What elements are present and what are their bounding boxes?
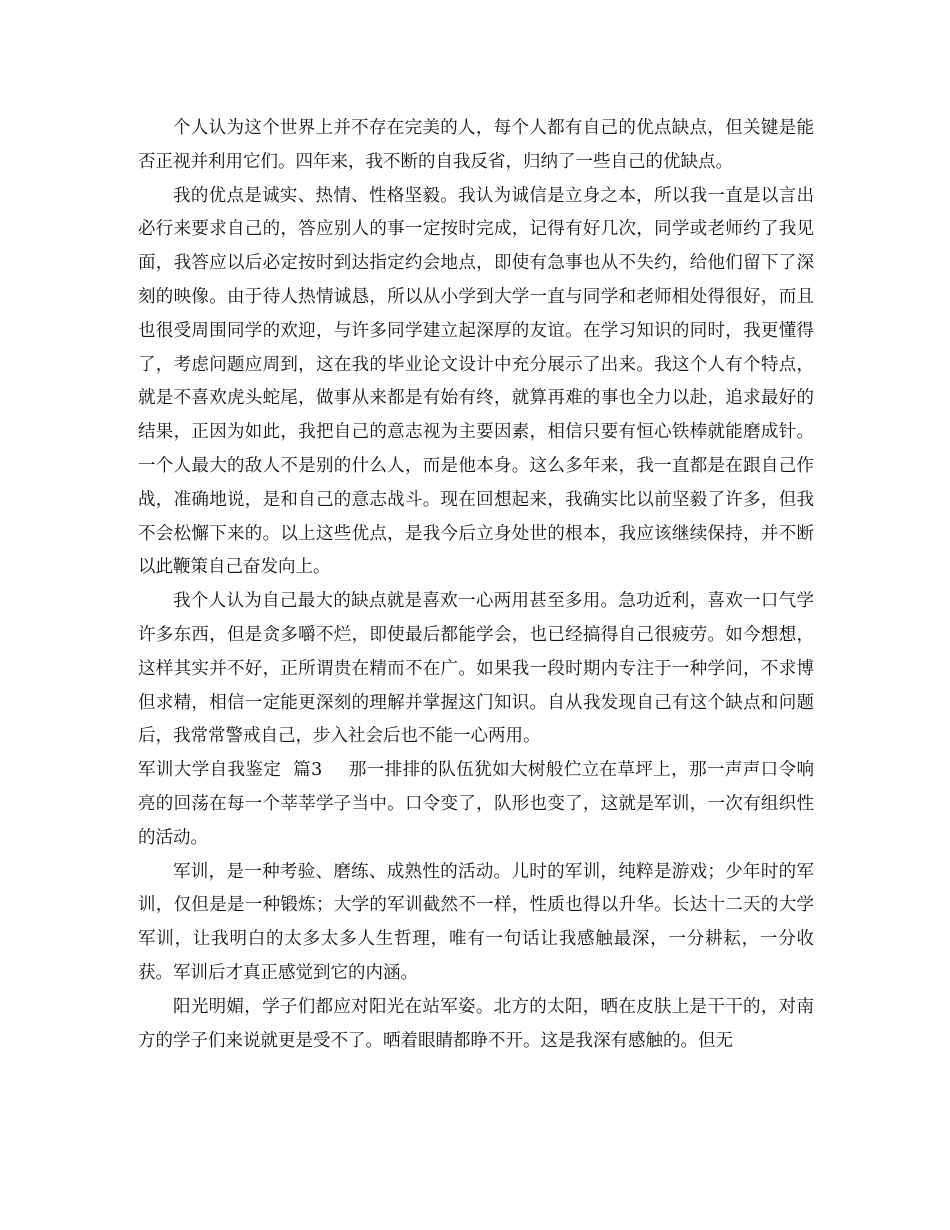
paragraph-strengths: 我的优点是诚实、热情、性格坚毅。我认为诚信是立身之本，所以我一直是以言出必行来要求自己的，答应别人的事一定按时完成，记得有好几次，同学或老师约了我见面，我答应以后必定按时到达指定约会地点，即使有急事也从不失约，给他们留下了深刻的映像。由于待人热情诚恳，所以从小学到大学一直与同学和老师相处得很好，而且也很受周围同学的欢迎，与许多同学建立起深厚的友谊。在学习知识的同时，我更懂得了，考虑问题应周到，这在我的毕业论文设计中充分展示了出来。我这个人有个特点，就是不喜欢虎头蛇尾，做事从来都是有始有终，就算再难的事也全力以赴，追求最好的结果，正因为如此，我把自己的意志视为主要因素，相信只要有恒心铁棒就能磨成针。一个人最大的敌人不是别的什么人，而是他本身。这么多年来，我一直都是在跟自己作战，准确地说，是和自己的意志战斗。现在回想起来，我确实比以前坚毅了许多，但我不会松懈下来的。以上这些优点，是我今后立身处世的根本，我应该继续保持，并不断以此鞭策自己奋发向上。 xyxy=(138,185,814,578)
paragraph-sunshine: 阳光明媚，学子们都应对阳光在站军姿。北方的太阳，晒在皮肤上是干干的，对南方的学子们来说就更是受不了。晒着眼睛都睁不开。这是我深有感触的。但无 xyxy=(138,996,814,1051)
section-heading: 军训大学自我鉴定 篇3 xyxy=(138,760,323,781)
paragraph-section-3 xyxy=(138,754,814,855)
document-body xyxy=(138,112,814,1058)
paragraph-weaknesses: 我个人认为自己最大的缺点就是喜欢一心两用甚至多用。急功近利，喜欢一口气学许多东西，但是贪多嚼不烂，即使最后都能学会，也已经搞得自己很疲劳。如今想想，这样其实并不好，正所谓贵在精而不在广。如果我一段时期内专注于一种学问，不求博但求精，相信一定能更深刻的理解并掌握这门知识。自从我发现自己有这个缺点和问题后，我常常警戒自己，步入社会后也不能一心两用。 xyxy=(138,591,814,747)
section-first-paragraph: 那一排排的队伍犹如大树般伫立在草坪上，那一声声口令响亮的回荡在每一个莘莘学子当中。口令变了，队形也变了，这就是军训，一次有组织性的活动。 xyxy=(138,760,814,848)
paragraph-military-training: 军训，是一种考验、磨练、成熟性的活动。儿时的军训，纯粹是游戏；少年时的军训，仅但是是一种锻炼；大学的军训截然不一样，性质也得以升华。长达十二天的大学军训，让我明白的太多太多人生哲理，唯有一句话让我感触最深，一分耕耘，一分收获。军训后才真正感觉到它的内涵。 xyxy=(138,861,814,983)
paragraph-intro: 个人认为这个世界上并不存在完美的人，每个人都有自己的优点缺点，但关键是能否正视并利用它们。四年来，我不断的自我反省，归纳了一些自己的优缺点。 xyxy=(138,118,814,172)
